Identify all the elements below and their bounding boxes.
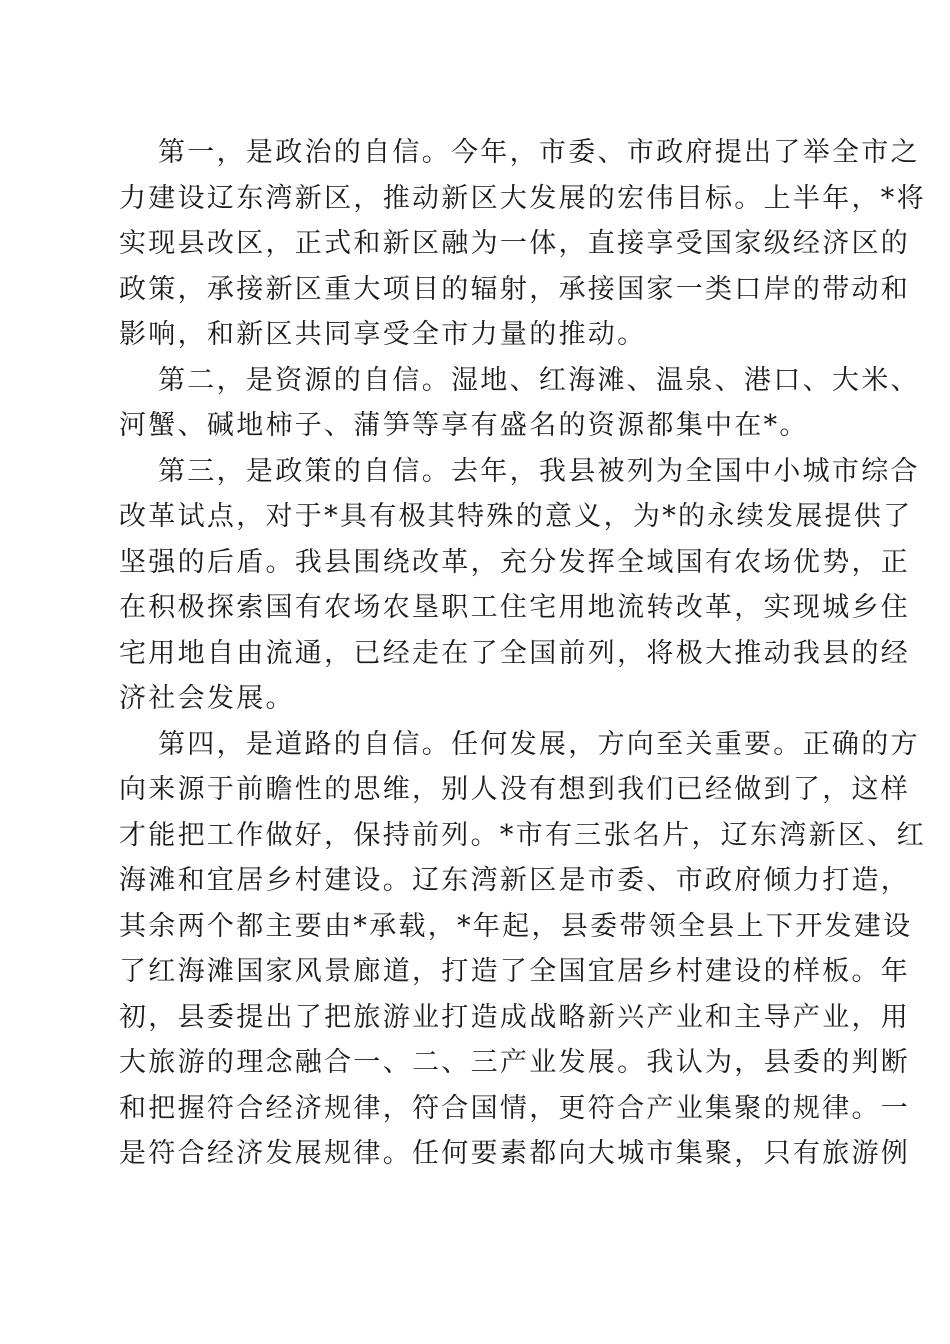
text-line: 初，县委提出了把旅游业打造成战略新兴产业和主导产业，用	[119, 1001, 911, 1033]
text-line: 第三，是政策的自信。去年，我县被列为全国中小城市综合	[158, 455, 920, 487]
text-line: 向来源于前瞻性的思维，别人没有想到我们已经做到了，这样	[119, 774, 911, 805]
document-body	[119, 130, 926, 1177]
paragraph-policy-confidence	[119, 449, 920, 722]
text-line: 改革试点，对于*具有极其特殊的意义，为*的永续发展提供了	[119, 501, 913, 532]
paragraph-political-confidence	[119, 130, 926, 358]
text-line: 在积极探索国有农场农垦职工住宅用地流转改革，实现城乡住	[119, 592, 911, 623]
paragraph-resource-confidence	[119, 358, 920, 449]
text-line: 第二，是资源的自信。湿地、红海滩、温泉、港口、大米、	[158, 364, 920, 396]
text-line: 坚强的后盾。我县围绕改革，充分发挥全域国有农场优势，正	[119, 546, 911, 578]
text-line: 政策，承接新区重大项目的辐射，承接国家一类口岸的带动和	[119, 273, 911, 305]
text-line: 第一，是政治的自信。今年，市委、市政府提出了举全市之	[158, 137, 920, 168]
text-line: 和把握符合经济规律，符合国情，更符合产业集聚的规律。一	[119, 1092, 911, 1124]
text-line: 大旅游的理念融合一、二、三产业发展。我认为，县委的判断	[119, 1047, 911, 1078]
text-line: 力建设辽东湾新区，推动新区大发展的宏伟目标。上半年，*将	[119, 182, 926, 214]
text-line: 才能把工作做好，保持前列。*市有三张名片，辽东湾新区、红	[119, 819, 926, 851]
text-line: 是符合经济发展规律。任何要素都向大城市集聚，只有旅游例	[119, 1138, 911, 1169]
paragraph-road-confidence	[119, 722, 926, 1177]
text-line: 宅用地自由流通，已经走在了全国前列，将极大推动我县的经	[119, 637, 911, 669]
text-line: 其余两个都主要由*承载，*年起，县委带领全县上下开发建设	[119, 910, 913, 942]
text-line: 河蟹、碱地柿子、蒲笋等享有盛名的资源都集中在*。	[119, 410, 809, 441]
text-line: 了红海滩国家风景廊道，打造了全国宜居乡村建设的样板。年	[119, 956, 911, 987]
text-line: 海滩和宜居乡村建设。辽东湾新区是市委、市政府倾力打造，	[119, 865, 911, 896]
text-line: 影响，和新区共同享受全市力量的推动。	[119, 319, 647, 350]
text-line: 实现县改区，正式和新区融为一体，直接享受国家级经济区的	[119, 228, 911, 259]
text-line: 第四，是道路的自信。任何发展，方向至关重要。正确的方	[158, 728, 920, 760]
text-line: 济社会发展。	[119, 683, 295, 714]
